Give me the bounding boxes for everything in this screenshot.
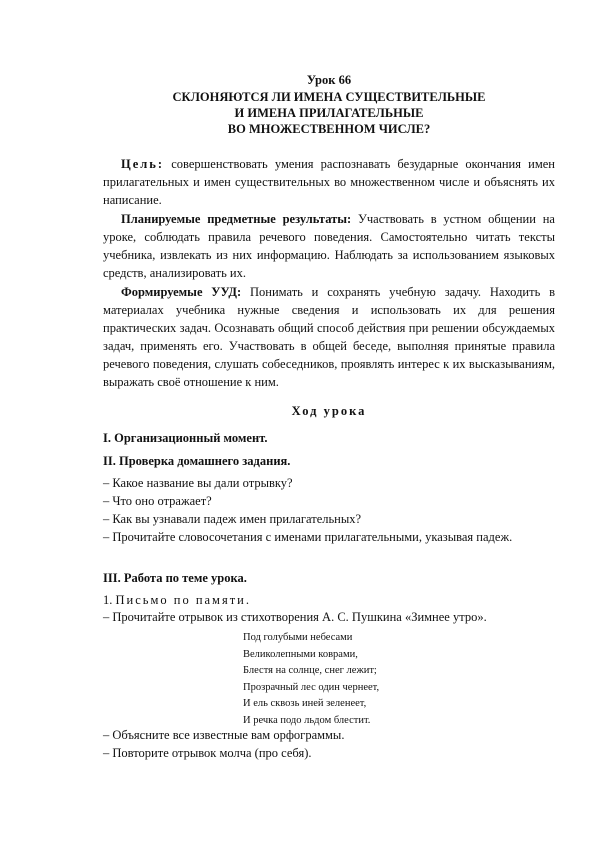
section-organizational: I. Организационный момент.	[103, 431, 268, 445]
poem-line: Великолепными коврами,	[243, 648, 358, 660]
subject-results-paragraph	[103, 210, 555, 282]
uud-text: Понимать и сохранять учебную задачу. Находить в материалах учебника нужные сведения и использовать их для решения практических задач. Осознавать общий способ действия при решении обсуждаемых задач, применять его. Участвовать в общей беседе, выполняя принятые правила речевого поведения, слушать собеседников, проявлять интерес к их высказываниям, выражать своё отношение к ним.	[103, 285, 556, 389]
exercise-1-heading	[103, 591, 555, 609]
section-lesson-topic: III. Работа по теме урока.	[103, 571, 247, 585]
lesson-title-line-3: ВО МНОЖЕСТВЕННОМ ЧИСЛЕ?	[227, 122, 431, 136]
question-3: – Как вы узнавали падеж имен прилагательных?	[103, 512, 362, 526]
instruction-read-poem: – Прочитайте отрывок из стихотворения А. С. Пушкина «Зимнее утро».	[103, 610, 487, 624]
lesson-number: Урок 66	[306, 73, 352, 87]
lesson-title-line-1: СКЛОНЯЮТСЯ ЛИ ИМЕНА СУЩЕСТВИТЕЛЬНЫЕ	[172, 90, 486, 104]
question-1: – Какое название вы дали отрывку?	[103, 476, 293, 490]
exercise-1-number: 1.	[103, 593, 116, 607]
goal-label: Цель:	[121, 157, 165, 171]
subject-results-text: Участвовать в устном общении на уроке, соблюдать правила речевого поведения. Самостоятельно читать тексты учебника, извлекать из них информацию. Наблюдать за использованием языковых средств, анализировать их.	[103, 212, 555, 280]
uud-paragraph	[103, 283, 555, 391]
subject-results-label: Планируемые предметные результаты:	[121, 212, 352, 226]
uud-label: Формируемые УУД:	[121, 285, 242, 299]
exercise-1-title: Письмо по памяти.	[115, 593, 251, 607]
poem-line: Блестя на солнце, снег лежит;	[243, 665, 377, 676]
instruction-repeat: – Повторите отрывок молча (про себя).	[103, 746, 312, 760]
poem-excerpt	[243, 630, 379, 729]
goal-paragraph	[103, 155, 555, 209]
course-heading: Ход урока	[291, 404, 367, 418]
goal-text: совершенствовать умения распознавать безударные окончания имен прилагательных и имен существительных во множественном числе и объяснять их написание.	[103, 157, 555, 207]
question-2: – Что оно отражает?	[103, 494, 212, 508]
lesson-title-line-2: И ИМЕНА ПРИЛАГАТЕЛЬНЫЕ	[234, 106, 424, 120]
poem-line: Под голубыми небесами	[243, 632, 353, 643]
poem-line: И речка подо льдом блестит.	[243, 714, 371, 726]
instruction-explain: – Объясните все известные вам орфограммы.	[103, 728, 345, 742]
section-homework-check: II. Проверка домашнего задания.	[103, 454, 291, 468]
question-4: – Прочитайте словосочетания с именами прилагательными, указывая падеж.	[103, 530, 513, 544]
poem-line: Прозрачный лес один чернеет,	[243, 681, 380, 693]
poem-line: И ель сквозь иней зеленеет,	[243, 698, 367, 709]
